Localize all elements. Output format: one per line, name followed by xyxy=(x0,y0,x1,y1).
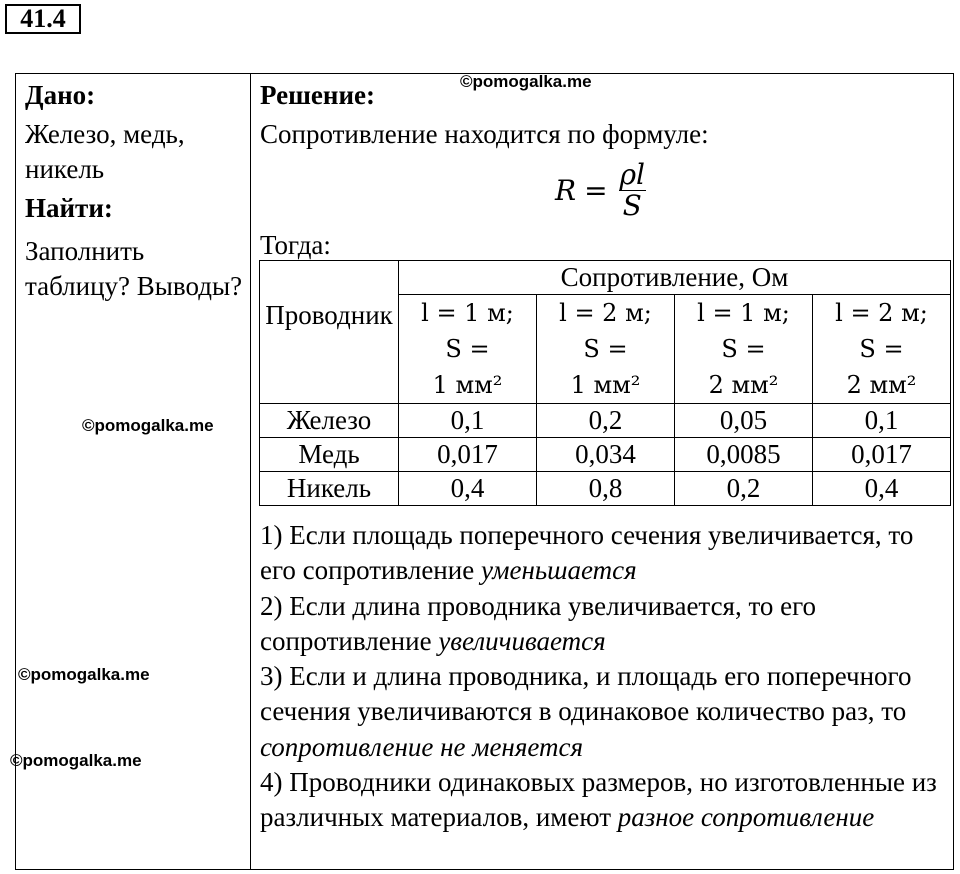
resistance-value: 0,1 xyxy=(813,404,951,438)
column-header xyxy=(675,295,813,404)
conclusion-text: 4) Проводники одинаковых размеров, но изготовленные из различных материалов, имеют xyxy=(260,767,937,833)
area-value: 1 мм² xyxy=(570,371,641,399)
resistance-value: 0,1 xyxy=(399,404,537,438)
table-row xyxy=(260,472,951,506)
resistance-value: 0,2 xyxy=(537,404,675,438)
watermark: ©pomogalka.me xyxy=(10,751,142,770)
resistance-value: 0,4 xyxy=(399,472,537,506)
resistance-value: 0,0085 xyxy=(675,438,813,472)
area-label: S = xyxy=(721,335,766,363)
material-name: Никель xyxy=(260,472,399,506)
length-label: l = 2 м; xyxy=(835,299,928,327)
conclusion-text: 3) Если и длина проводника, и площадь его поперечного сечения увеличиваются в одинаковое количество раз, то xyxy=(260,661,912,727)
resistance-value: 0,4 xyxy=(813,472,951,506)
area-value: 2 мм² xyxy=(846,371,917,399)
material-name: Железо xyxy=(260,404,399,438)
formula-equals: = xyxy=(584,174,608,207)
resistance-value: 0,017 xyxy=(813,438,951,472)
material-name: Медь xyxy=(260,438,399,472)
given-heading: Дано: xyxy=(25,80,96,110)
formula-numerator: ρl xyxy=(619,158,645,191)
resistance-value: 0,8 xyxy=(537,472,675,506)
resistance-group-header: Сопротивление, Ом xyxy=(399,261,951,295)
resistance-value: 0,05 xyxy=(675,404,813,438)
given-column xyxy=(25,78,245,304)
table-row xyxy=(260,438,951,472)
find-text: Заполнить таблицу? Выводы? xyxy=(25,236,243,301)
area-label: S = xyxy=(445,335,490,363)
column-divider xyxy=(250,73,251,870)
watermark: ©pomogalka.me xyxy=(460,72,592,91)
column-header xyxy=(399,295,537,404)
length-label: l = 1 м; xyxy=(421,299,514,327)
resistance-table xyxy=(259,260,951,506)
conclusion-emphasis: разное сопротивление xyxy=(617,802,875,833)
area-label: S = xyxy=(859,335,904,363)
solution-heading: Решение: xyxy=(260,80,375,110)
find-heading: Найти: xyxy=(25,193,113,223)
resistance-value: 0,034 xyxy=(537,438,675,472)
area-value: 2 мм² xyxy=(708,371,779,399)
problem-number: 41.4 xyxy=(5,4,81,34)
formula-fraction xyxy=(616,160,649,221)
resistance-value: 0,017 xyxy=(399,438,537,472)
conclusion-item xyxy=(260,659,950,765)
column-header xyxy=(537,295,675,404)
table-row xyxy=(260,404,951,438)
conclusion-emphasis: уменьшается xyxy=(480,555,637,586)
conclusion-emphasis: сопротивление не меняется xyxy=(260,731,584,762)
area-value: 1 мм² xyxy=(432,371,503,399)
area-label: S = xyxy=(583,335,628,363)
formula-denominator: S xyxy=(619,190,646,221)
formula-lhs: R xyxy=(555,174,577,207)
conclusion-text: 1) Если площадь поперечного сечения увеличивается, то его сопротивление xyxy=(260,520,914,586)
column-header xyxy=(813,295,951,404)
then-label: Тогда: xyxy=(260,230,331,260)
conclusions xyxy=(260,518,950,836)
length-label: l = 1 м; xyxy=(697,299,790,327)
watermark: ©pomogalka.me xyxy=(18,665,150,684)
solution-intro: Сопротивление находится по формуле: xyxy=(260,119,709,149)
length-label: l = 2 м; xyxy=(559,299,652,327)
solution-column xyxy=(260,78,950,152)
conclusion-emphasis: увеличивается xyxy=(438,625,606,656)
resistance-value: 0,2 xyxy=(675,472,813,506)
given-text: Железо, медь, никель xyxy=(25,119,185,184)
conclusion-item xyxy=(260,518,950,589)
conclusion-text: 2) Если длина проводника увеличивается, то его сопротивление xyxy=(260,590,817,656)
conductor-header xyxy=(260,261,399,404)
watermark: ©pomogalka.me xyxy=(82,416,214,435)
conductor-header-text: Проводник xyxy=(265,300,393,330)
conclusion-item xyxy=(260,765,950,836)
table-header-row xyxy=(260,261,951,295)
conclusion-item xyxy=(260,589,950,660)
resistance-formula xyxy=(555,160,649,221)
